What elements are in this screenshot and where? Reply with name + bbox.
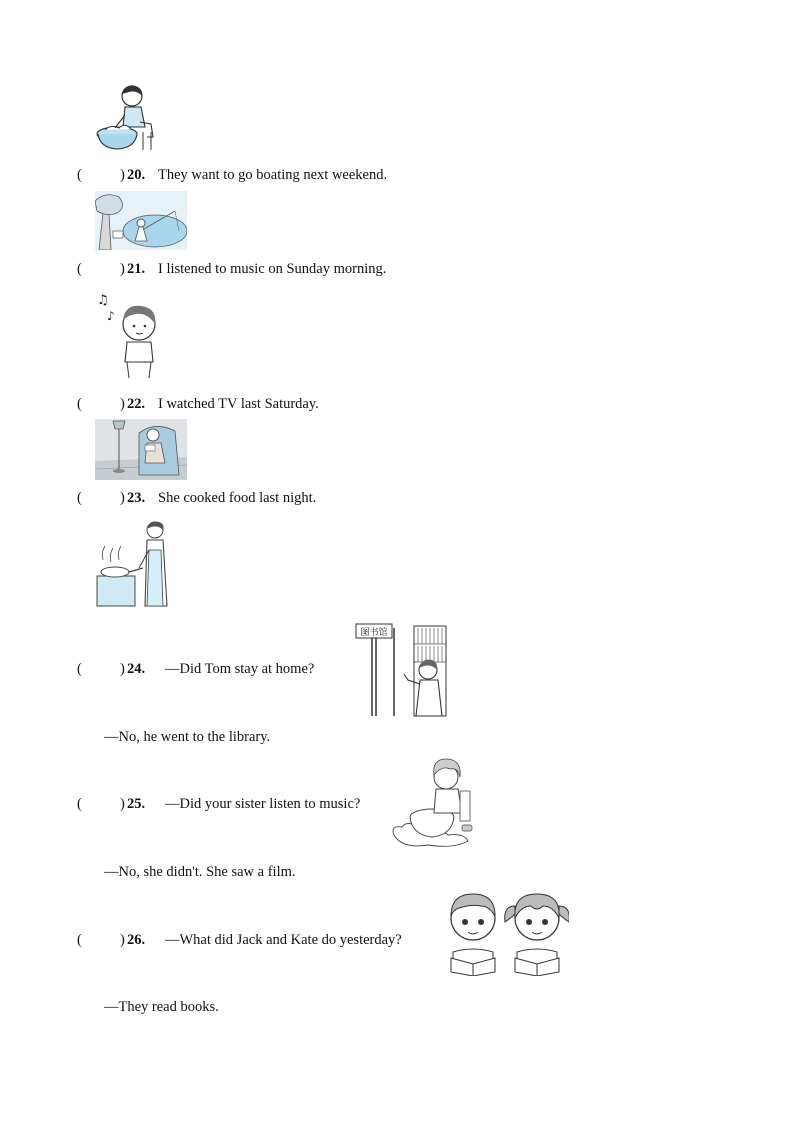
- question-number: 22.: [127, 396, 146, 412]
- answer-paren-close: ): [120, 661, 125, 677]
- answer-text: —No, he went to the library.: [104, 729, 271, 745]
- svg-text:♪: ♪: [107, 309, 115, 323]
- answer-paren-open: (: [77, 490, 82, 506]
- question-number: 23.: [127, 490, 146, 506]
- listening-music-picture: [95, 290, 163, 380]
- answer-text: —They read books.: [104, 999, 219, 1015]
- question-text: —What did Jack and Kate do yesterday?: [165, 932, 402, 948]
- answer-paren-close: ): [120, 396, 125, 412]
- cooking-picture: [95, 520, 171, 608]
- answer-text: —No, she didn't. She saw a film.: [104, 864, 296, 880]
- question-text: I watched TV last Saturday.: [158, 396, 319, 412]
- library-sign-text: 图书馆: [360, 628, 388, 638]
- answer-paren-open: (: [77, 261, 82, 277]
- question-number: 20.: [127, 167, 146, 183]
- answer-paren-close: ): [120, 932, 125, 948]
- question-text: I listened to music on Sunday morning.: [158, 261, 387, 277]
- question-text: She cooked food last night.: [158, 490, 317, 506]
- question-number: 26.: [127, 932, 146, 948]
- answer-paren-open: (: [77, 167, 82, 183]
- answer-paren-open: (: [77, 396, 82, 412]
- armchair-picture: [95, 419, 187, 480]
- washing-picture: [388, 755, 478, 851]
- answer-paren-close: ): [120, 796, 125, 812]
- fishing-picture: [95, 191, 187, 250]
- question-text: They want to go boating next weekend.: [158, 167, 388, 183]
- library-picture: [354, 622, 448, 718]
- answer-paren-close: ): [120, 167, 125, 183]
- answer-paren-open: (: [77, 661, 82, 677]
- question-text: —Did your sister listen to music?: [165, 796, 361, 812]
- question-number: 21.: [127, 261, 146, 277]
- answer-paren-close: ): [120, 490, 125, 506]
- children-reading-picture: [445, 892, 569, 976]
- answer-paren-open: (: [77, 932, 82, 948]
- washing-clothes-picture: [95, 82, 157, 152]
- question-number: 24.: [127, 661, 146, 677]
- answer-paren-open: (: [77, 796, 82, 812]
- svg-text:♫: ♫: [97, 293, 109, 308]
- question-number: 25.: [127, 796, 146, 812]
- answer-paren-close: ): [120, 261, 125, 277]
- question-text: —Did Tom stay at home?: [165, 661, 315, 677]
